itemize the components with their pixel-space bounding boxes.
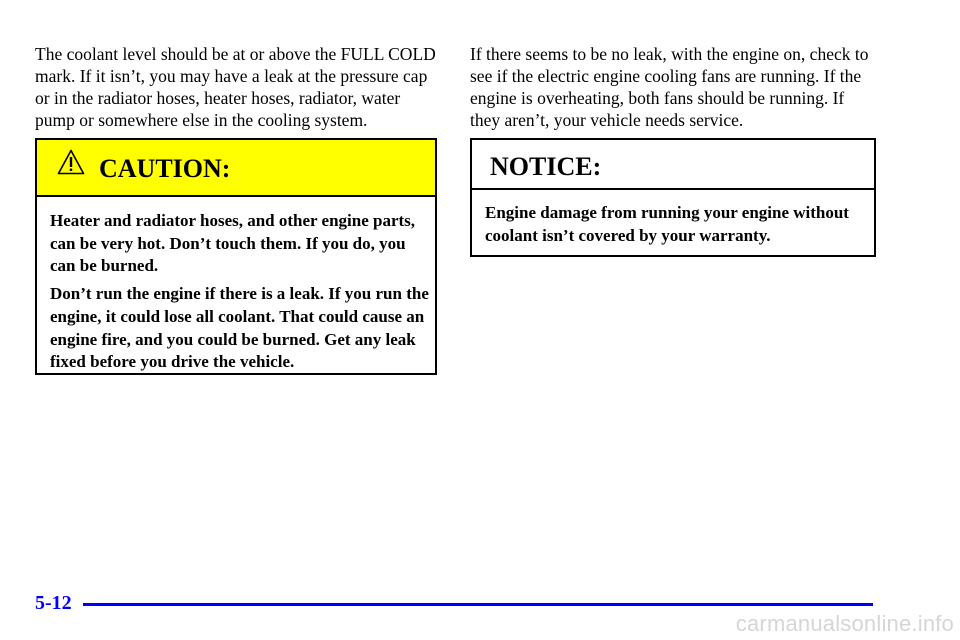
- caution-body: [50, 210, 430, 379]
- intro-paragraph: [35, 43, 445, 131]
- text-line: The coolant level should be at or above the FULL COLD: [35, 44, 436, 64]
- text-line: engine is overheating, both fans should be running. If: [470, 88, 845, 108]
- caution-header: [37, 140, 435, 197]
- notice-body: [485, 201, 870, 247]
- warning-triangle-icon: [57, 149, 85, 175]
- notice-box: [470, 138, 876, 257]
- page-number: 5-12: [35, 592, 72, 614]
- footer-rule: [83, 603, 873, 606]
- text-line: or in the radiator hoses, heater hoses, radiator, water: [35, 88, 401, 108]
- text-line: they aren’t, your vehicle needs service.: [470, 110, 744, 130]
- text-line: see if the electric engine cooling fans are running. If the: [470, 66, 862, 86]
- text-line: pump or somewhere else in the cooling system.: [35, 110, 368, 130]
- caution-title: CAUTION:: [99, 154, 231, 183]
- fan-check-paragraph: [470, 43, 880, 131]
- caution-paragraph: Heater and radiator hoses, and other engine parts, can be very hot. Don’t touch them. If you do, you can be burned.: [50, 211, 416, 276]
- notice-paragraph: Engine damage from running your engine without coolant isn’t covered by your warranty.: [485, 203, 849, 245]
- watermark: carmanualsonline.info: [735, 611, 954, 636]
- notice-title: NOTICE:: [490, 152, 602, 181]
- caution-paragraph: Don’t run the engine if there is a leak. If you run the engine, it could lose all coolant. That could cause an engine fire, and you could be burned. Get any leak fixed before you drive the vehicle.: [50, 284, 429, 372]
- text-line: mark. If it isn’t, you may have a leak at the pressure cap: [35, 66, 428, 86]
- text-line: If there seems to be no leak, with the engine on, check to: [470, 44, 869, 64]
- caution-box: [35, 138, 437, 375]
- notice-header: [472, 140, 874, 190]
